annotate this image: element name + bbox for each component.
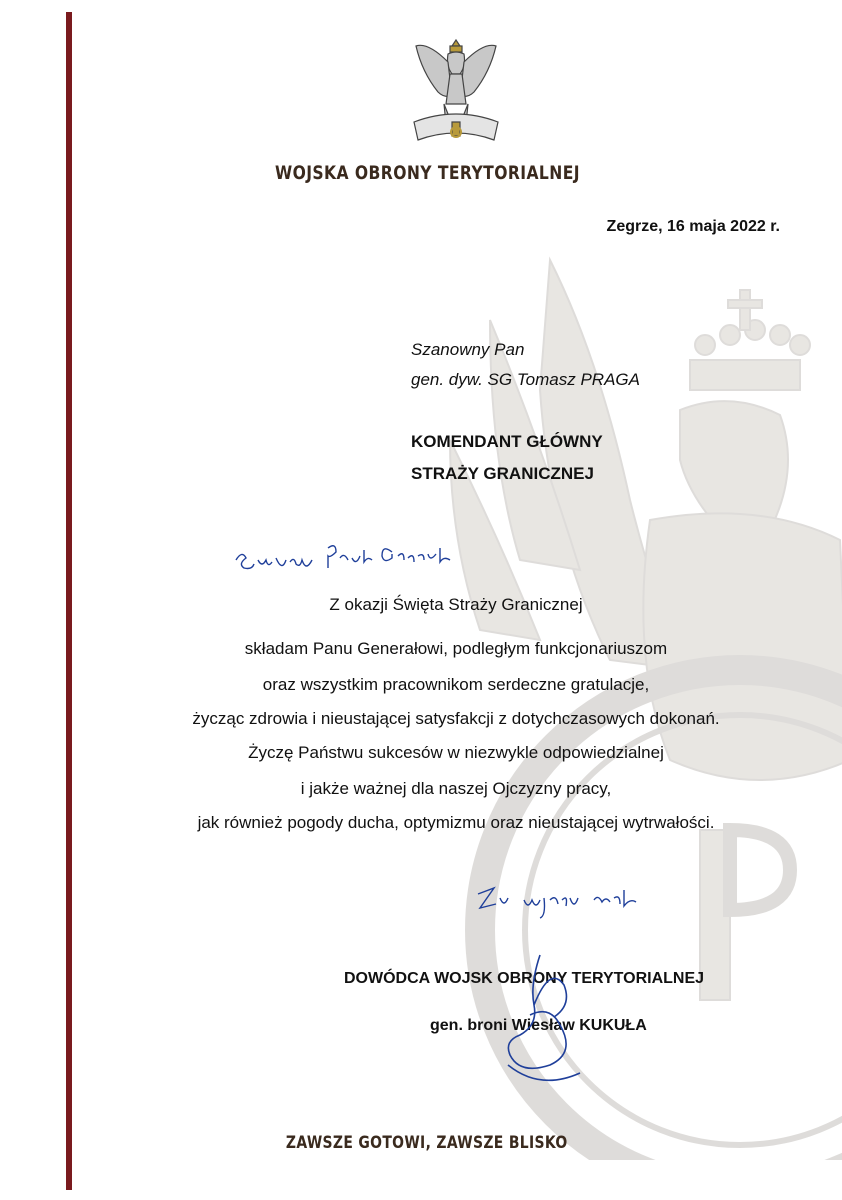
eagle-emblem-icon	[408, 32, 504, 150]
handwritten-salutation	[232, 538, 462, 588]
body-line-5: Życzę Państwu sukcesów w niezwykle odpowiedzialnej	[248, 743, 664, 762]
body-line-3: oraz wszystkim pracownikom serdeczne gratulacje,	[262, 675, 650, 694]
addressee-title-line1: KOMENDANT GŁÓWNY	[411, 432, 603, 451]
body-line-7: jak również pogody ducha, optymizmu oraz nieustającej wytrwałości.	[197, 813, 715, 832]
addressee-title-line2: STRAŻY GRANICZNEJ	[411, 464, 594, 483]
body-line-2: składam Panu Generałowi, podległym funkcjonariuszom	[244, 639, 668, 658]
signatory-name: gen. broni Wiesław KUKUŁA	[430, 1017, 647, 1034]
body-line-4: życząc zdrowia i nieustającej satysfakcji z dotychczasowych dokonań.	[192, 709, 720, 728]
organization-title: WOJSKA OBRONY TERYTORIALNEJ	[274, 162, 580, 184]
handwritten-signature	[490, 945, 600, 1095]
signatory-title: DOWÓDCA WOJSK OBRONY TERYTORIALNEJ	[344, 970, 705, 987]
body-line-6: i jakże ważnej dla naszej Ojczyzny pracy,	[300, 779, 612, 798]
body-line-1: Z okazji Święta Straży Granicznej	[329, 595, 583, 614]
addressee-name: gen. dyw. SG Tomasz PRAGA	[411, 370, 640, 389]
handwritten-closing	[470, 880, 640, 920]
footer-motto: ZAWSZE GOTOWI, ZAWSZE BLISKO	[285, 1133, 568, 1153]
letter-date: Zegrze, 16 maja 2022 r.	[606, 218, 780, 235]
addressee-greeting: Szanowny Pan	[411, 340, 525, 359]
